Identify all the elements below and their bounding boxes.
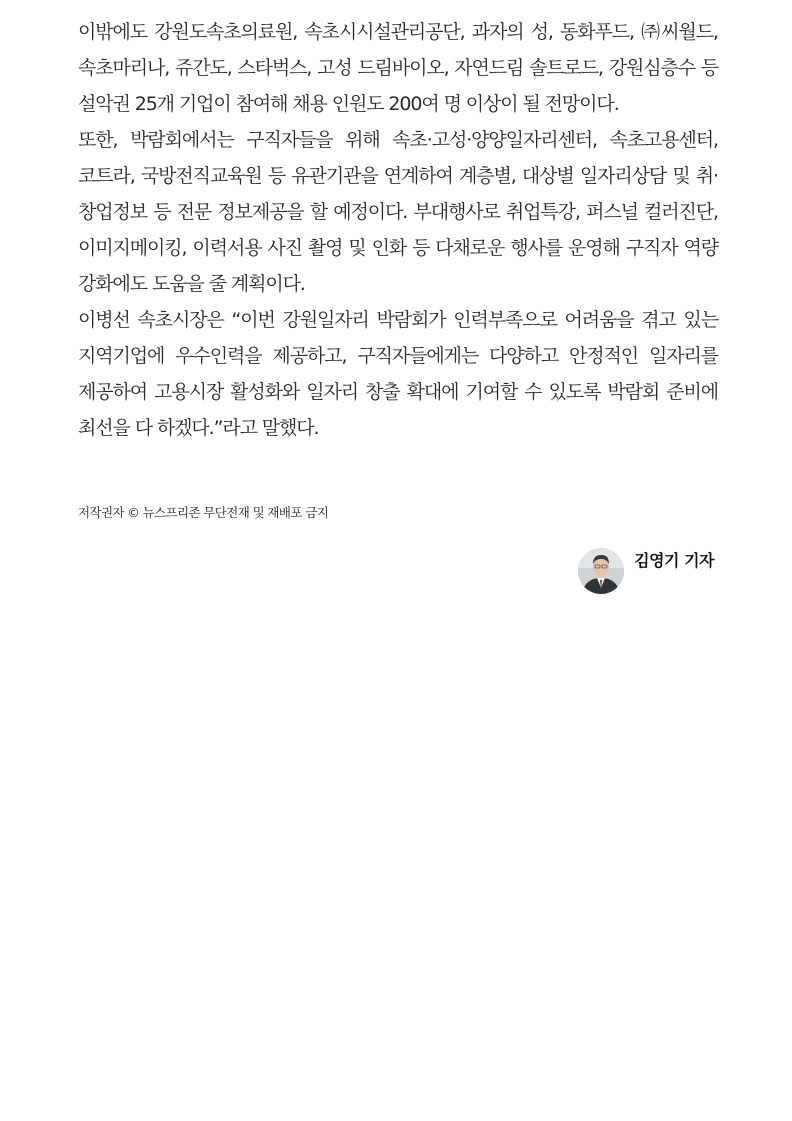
reporter-name[interactable]: 김영기 기자: [634, 551, 714, 570]
reporter-byline[interactable]: [578, 548, 714, 594]
reporter-photo: [578, 548, 624, 594]
article-body: [78, 14, 718, 446]
copyright-notice: 저작권자 © 뉴스프리존 무단전재 및 재배포 금지: [78, 505, 329, 520]
reporter-avatar[interactable]: [578, 548, 624, 594]
article-paragraph: 이밖에도 강원도속초의료원, 속초시시설관리공단, 과자의 성, 동화푸드, ㈜씨월드, 속초마리나, 쥬간도, 스타벅스, 고성 드림바이오, 자연드림 솔트로드, 강원심층수 등 설악권 25개 기업이 참여해 채용 인원도 200여 명 이상이 될 전망이다.: [78, 21, 718, 115]
article-paragraph: 또한, 박람회에서는 구직자들을 위해 속초·고성·양양일자리센터, 속초고용센터, 코트라, 국방전직교육원 등 유관기관을 연계하여 계층별, 대상별 일자리상담 및 취·창업정보 등 전문 정보제공을 할 예정이다. 부대행사로 취업특강, 퍼스널 컬러진단, 이미지메이킹, 이력서용 사진 촬영 및 인화 등 다채로운 행사를 운영해 구직자 역량 강화에도 도움을 줄 계획이다.: [78, 129, 718, 295]
article-paragraph: 이병선 속초시장은 “이번 강원일자리 박람회가 인력부족으로 어려움을 겪고 있는 지역기업에 우수인력을 제공하고, 구직자들에게는 다양하고 안정적인 일자리를 제공하여 고용시장 활성화와 일자리 창출 확대에 기여할 수 있도록 박람회 준비에 최선을 다 하겠다.”라고 말했다.: [78, 309, 718, 439]
